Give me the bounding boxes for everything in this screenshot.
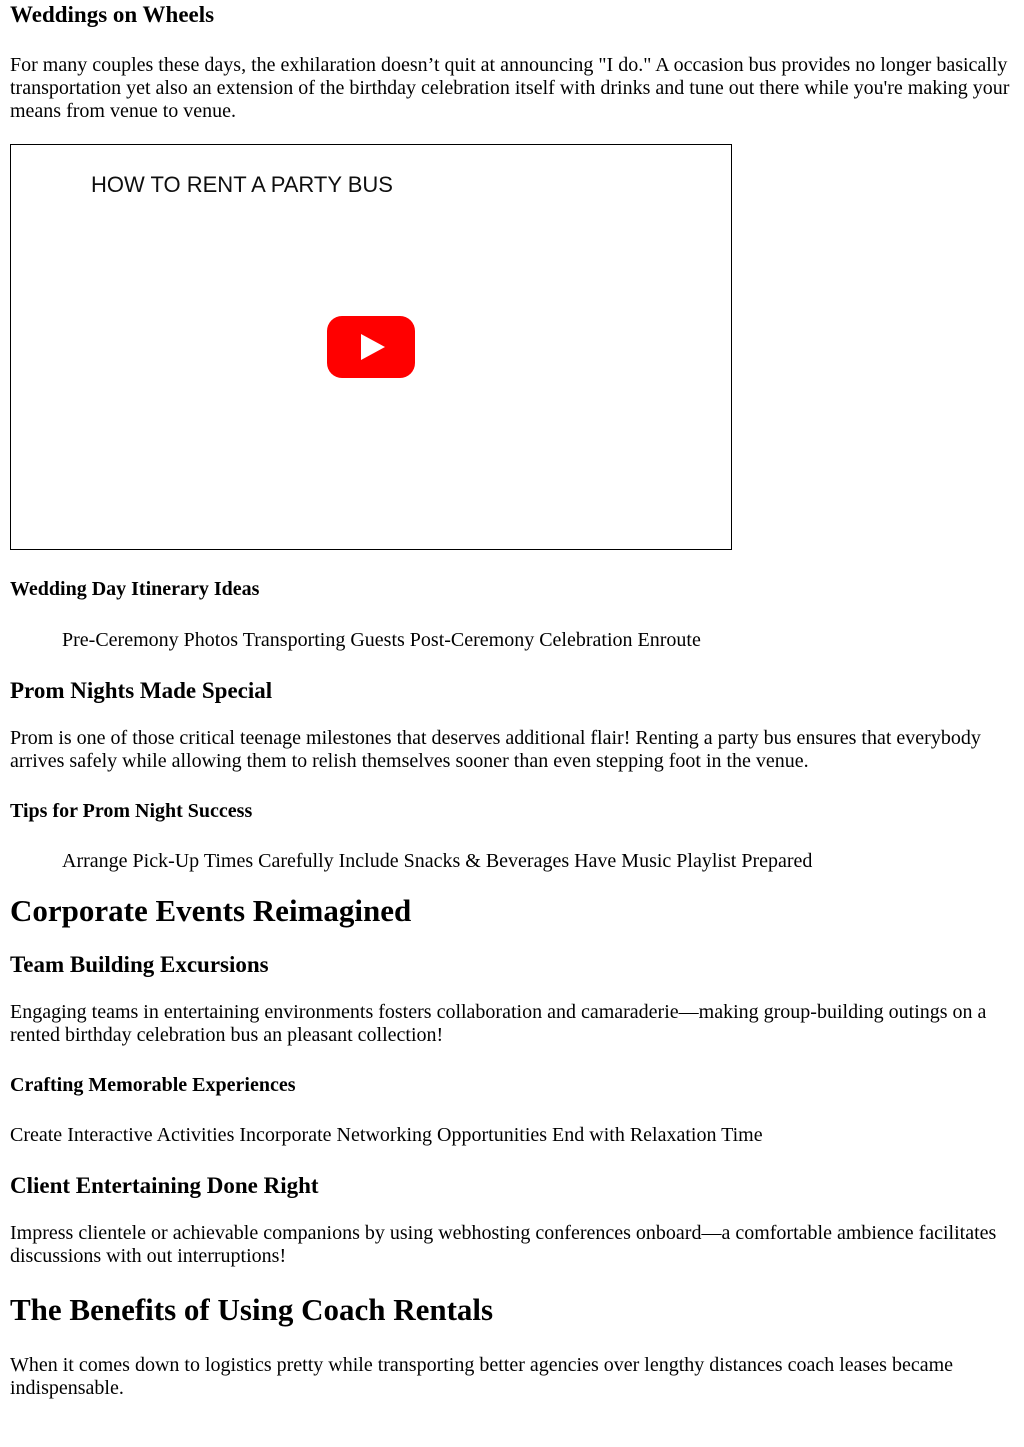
prom-heading: Prom Nights Made Special xyxy=(10,678,273,703)
client-paragraph: Impress clientele or achievable companions by using webhosting conferences onboard—a comfortable ambience facilitates discussions with out interruptions! xyxy=(10,1222,997,1267)
play-button[interactable] xyxy=(327,316,415,378)
crafting-list: Create Interactive Activities Incorporate Networking Opportunities End with Relaxation Time xyxy=(10,1124,763,1146)
weddings-heading: Weddings on Wheels xyxy=(10,2,215,27)
prom-paragraph: Prom is one of those critical teenage milestones that deserves additional flair! Renting a party bus ensures that everybody arrives safely while allowing them to relish themselves sooner than even stepping foot in the venue. xyxy=(10,727,981,772)
corporate-heading: Corporate Events Reimagined xyxy=(10,893,412,928)
article xyxy=(0,1,1024,1400)
youtube-video-embed[interactable] xyxy=(10,144,732,550)
client-heading: Client Entertaining Done Right xyxy=(10,1173,319,1198)
youtube-play-icon xyxy=(327,316,415,378)
itinerary-heading: Wedding Day Itinerary Ideas xyxy=(10,578,260,600)
team-building-paragraph: Engaging teams in entertaining environments fosters collaboration and camaraderie—making group-building outings on a rented birthday celebration bus an pleasant collection! xyxy=(10,1001,987,1046)
weddings-paragraph: For many couples these days, the exhilaration doesn’t quit at announcing "I do." A occasion bus provides no longer basically transportation yet also an extension of the birthday celebration itself with drinks and tune out there while you're making your means from venue to venue. xyxy=(10,54,1010,122)
coach-paragraph: When it comes down to logistics pretty while transporting better agencies over lengthy distances coach leases became indispensable. xyxy=(10,1354,954,1399)
team-building-heading: Team Building Excursions xyxy=(10,952,269,977)
coach-heading: The Benefits of Using Coach Rentals xyxy=(10,1292,494,1327)
video-title: HOW TO RENT A PARTY BUS xyxy=(91,172,393,197)
crafting-heading: Crafting Memorable Experiences xyxy=(10,1074,296,1096)
itinerary-list: Pre-Ceremony Photos Transporting Guests Post-Ceremony Celebration Enroute xyxy=(62,629,701,651)
prom-tips-list: Arrange Pick-Up Times Carefully Include Snacks & Beverages Have Music Playlist Prepared xyxy=(62,850,813,872)
prom-tips-heading: Tips for Prom Night Success xyxy=(10,800,253,822)
